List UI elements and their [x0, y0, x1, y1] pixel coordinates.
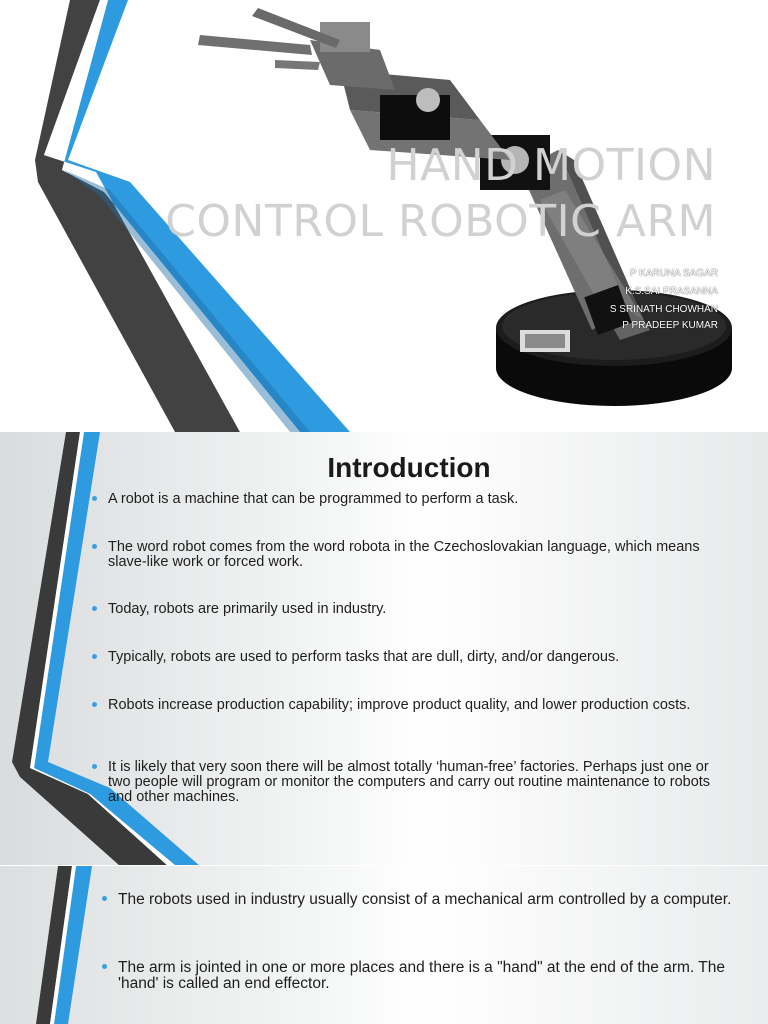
- bullet-dot-icon: [92, 606, 97, 611]
- slide-heading: Introduction: [327, 452, 491, 483]
- bullet-dot-icon: [92, 702, 97, 707]
- list-item: Today, robots are primarily used in industry.: [108, 602, 728, 617]
- author-3: S SRINATH CHOWHAN: [609, 304, 718, 315]
- bullet-dot-icon: [92, 654, 97, 659]
- author-2: K.S.SAI PRASANNA: [625, 286, 718, 297]
- introduction-slide: [0, 432, 768, 866]
- list-item: It is likely that very soon there will be almost totally ‘human-free’ factories. Perhaps just one or two people will program or monitor the computers and carry out routine maintenance to robots and other machines.: [108, 760, 728, 805]
- title-slide: [0, 0, 768, 432]
- bullet-dot-icon: [92, 764, 97, 769]
- author-1: P KARUNA SAGAR: [629, 268, 718, 279]
- list-item: Robots increase production capability; improve product quality, and lower production costs.: [108, 698, 728, 713]
- bullet-dot-icon: [102, 896, 107, 901]
- slide-decoration-stripe: [0, 866, 768, 1024]
- robots-slide: [0, 866, 768, 1024]
- bullet-dot-icon: [92, 544, 97, 549]
- list-item: Typically, robots are used to perform tasks that are dull, dirty, and/or dangerous.: [108, 650, 728, 665]
- list-item: The robots used in industry usually consist of a mechanical arm controlled by a computer.: [118, 892, 738, 908]
- bullet-dot-icon: [92, 496, 97, 501]
- bullet-dot-icon: [102, 964, 107, 969]
- list-item: The word robot comes from the word robota in the Czechoslovakian language, which means slave-like work or forced work.: [108, 540, 728, 570]
- title-line-1: HAND MOTION: [386, 140, 716, 191]
- author-4: P PRADEEP KUMAR: [622, 320, 718, 331]
- list-item: A robot is a machine that can be programmed to perform a task.: [108, 492, 728, 507]
- title-line-2: CONTROL ROBOTIC ARM: [165, 196, 716, 247]
- list-item: The arm is jointed in one or more places and there is a "hand" at the end of the arm. The 'hand' is called an end effector.: [118, 960, 738, 992]
